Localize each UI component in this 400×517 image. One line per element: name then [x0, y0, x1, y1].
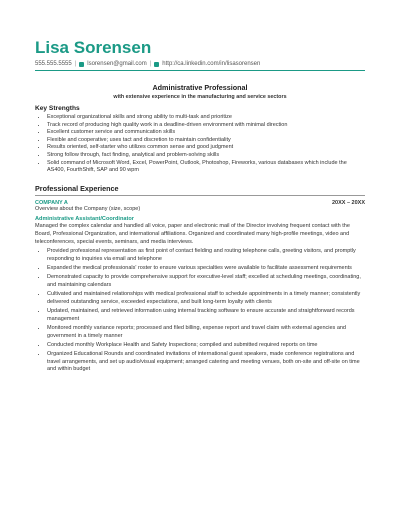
strengths-title: Key Strengths — [35, 105, 80, 112]
strength-item: • Excellent customer service and communication skills — [47, 129, 365, 137]
separator: | — [74, 61, 77, 67]
phone-number: 555.555.5555 — [35, 61, 72, 67]
summary-title: Administrative Professional — [152, 83, 248, 92]
experience-bullet: • Demonstrated capacity to provide comprehensive support for executive-level staff; excelled at scheduling meetings, coordinating, and maintaining calendars — [47, 274, 365, 289]
strength-item: • Track record of producing high quality work in a deadline-driven environment with minimal direction — [47, 122, 365, 130]
company-name: COMPANY A — [35, 199, 68, 206]
strength-item: • Results oriented, self-starter who utilizes common sense and good judgment — [47, 144, 365, 152]
experience-bullet: • Monitored monthly variance reports; processed and filed billing, expense report and travel claim with external agencies and government in a timely manner — [47, 325, 365, 340]
email-address[interactable]: lsorensen@gmail.com — [87, 61, 147, 67]
company-overview: Overview about the Company (size, scope) — [35, 205, 141, 212]
experience-title: Professional Experience — [35, 184, 365, 196]
experience-bullet: • Updated, maintained, and retrieved information using internal tracking software to ensure accurate and straightforward records management — [47, 308, 365, 323]
strength-item: • Exceptional organizational skills and strong ability to multi-task and prioritize — [47, 114, 365, 122]
linkedin-url[interactable]: http://ca.linkedin.com/in/lisasorensen — [162, 61, 261, 67]
summary-subtitle: with extensive experience in the manufacturing and service sectors — [113, 94, 287, 100]
employment-dates: 20XX – 20XX — [331, 199, 365, 206]
strength-item: • Solid command of Microsoft Word, Excel, PowerPoint, Outlook, Photoshop, Fireworks, various databases which include the AS400, FourthShift, SAP and 90 wpm — [47, 160, 365, 175]
separator: | — [149, 61, 152, 67]
experience-bullets — [35, 248, 365, 374]
strength-item: • Strong follow through, fact finding, analytical and problem-solving skills — [47, 152, 365, 160]
experience-bullet: • Expanded the medical professionals' roster to ensure various specialties were available to facilitate assessment requirements — [47, 265, 365, 273]
experience-bullet: • Cultivated and maintained relationships with medical professional staff to schedule appointments in a timely manner; consistently delivered outstanding service, exceeded expectations, and built long-term loyalty with clients — [47, 291, 365, 306]
candidate-name: Lisa Sorensen — [35, 38, 152, 57]
job-description: Managed the complex calendar and handled all voice, paper and electronic mail of the Director involving frequent contact with the Board, Professional Organization, and international affiliations. Organized and coordinated many high-profile meetings, video and teleconferences, special events, seminars, and media interviews. — [35, 223, 350, 245]
experience-bullet: • Provided professional representation as first point of contact fielding and routing telephone calls, greeting visitors, and promptly responding to inquiries via email and telephone — [47, 248, 365, 263]
strengths-list — [35, 114, 365, 175]
email-icon — [79, 62, 84, 67]
strength-item: • Flexible and cooperative; uses tact and discretion to maintain confidentiality — [47, 137, 365, 145]
contact-line — [35, 61, 365, 67]
experience-bullet: • Organized Educational Rounds and coordinated invitations of international guest speakers, made conference registrations and travel arrangements, and set up audio/visual equipment; arranged catering and meeting venues, both on-site and off-site on time and within budget — [47, 351, 365, 374]
linkedin-icon — [154, 62, 159, 67]
job-title: Administrative Assistant/Coordinator — [35, 216, 134, 223]
experience-bullet: • Conducted monthly Workplace Health and Safety Inspections; compiled and submitted required reports on time — [47, 342, 365, 350]
header-rule — [35, 70, 365, 71]
